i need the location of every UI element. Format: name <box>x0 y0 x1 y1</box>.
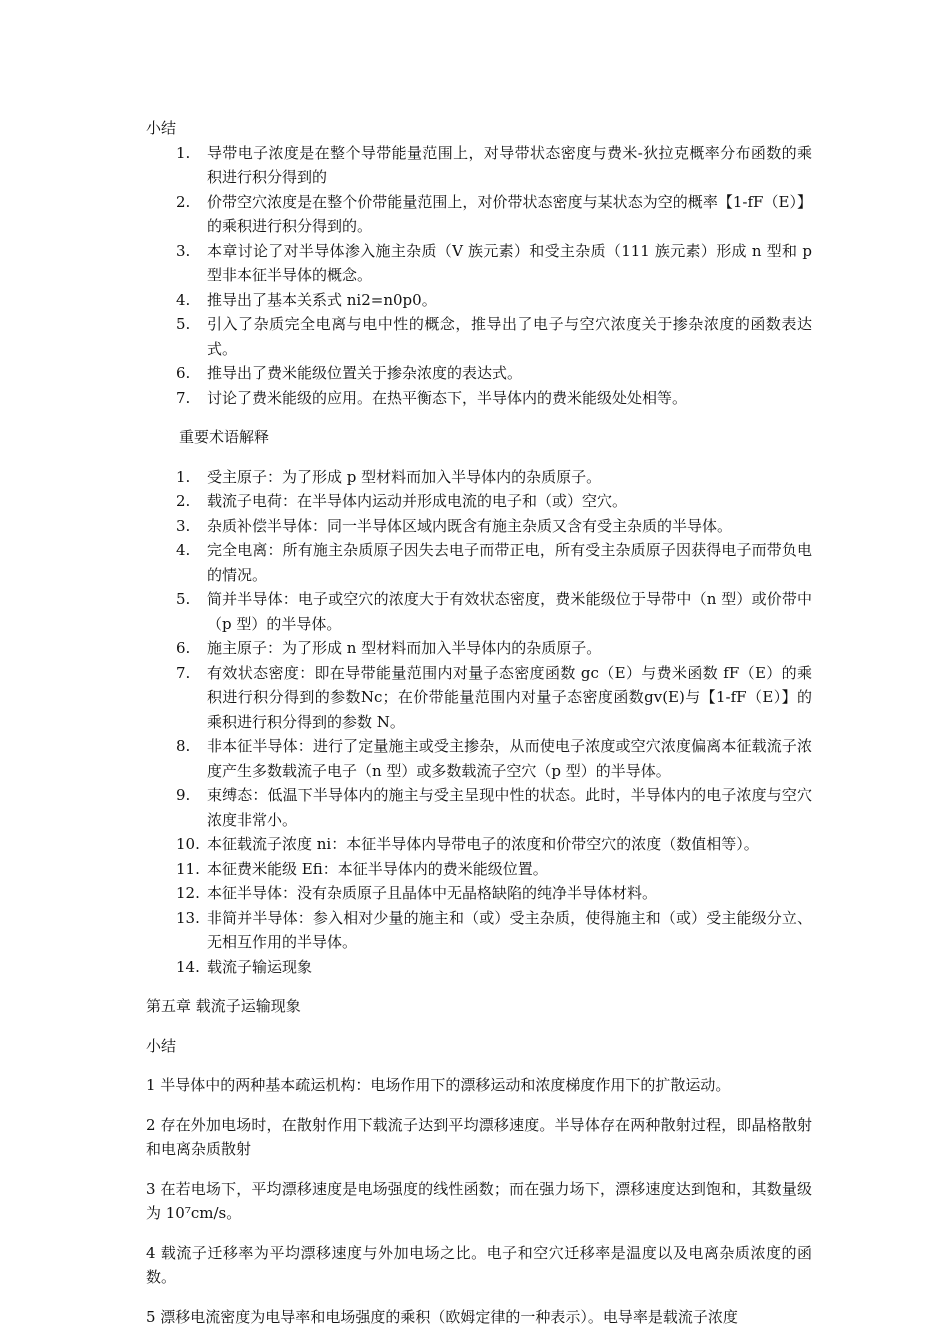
item-text: 简并半导体：电子或空穴的浓度大于有效状态密度，费米能级位于导带中（n 型）或价带中（p 型）的半导体。 <box>207 590 812 633</box>
list-item <box>146 190 812 239</box>
item-number: 2. <box>176 492 191 510</box>
item-number: 5. <box>176 315 191 333</box>
item-text: 本征费米能级 Efi：本征半导体内的费米能级位置。 <box>207 859 548 878</box>
item-text: 本章讨论了对半导体渗入施主杂质（V 族元素）和受主杂质（111 族元素）形成 n 型和 p 型非本征半导体的概念。 <box>207 241 812 284</box>
item-text: 完全电离：所有施主杂质原子因失去电子而带正电，所有受主杂质原子因获得电子而带负电的情况。 <box>207 541 812 584</box>
item-text: 受主原子：为了形成 p 型材料而加入半导体内的杂质原子。 <box>207 467 602 486</box>
item-number: 6. <box>176 364 191 382</box>
summary-paragraph: 5 漂移电流密度为电导率和电场强度的乘积（欧姆定律的一种表示）。电导率是载流子浓度 <box>146 1307 738 1326</box>
item-text: 非本征半导体：进行了定量施主或受主掺杂，从而使电子浓度或空穴浓度偏离本征载流子浓度产生多数载流子电子（n 型）或多数载流子空穴（p 型）的半导体。 <box>207 737 812 780</box>
item-text: 杂质补偿半导体：同一半导体区域内既含有施主杂质又含有受主杂质的半导体。 <box>207 516 733 535</box>
summary-list <box>146 141 812 411</box>
list-item <box>146 312 812 361</box>
item-text: 束缚态：低温下半导体内的施主与受主呈现中性的状态。此时，半导体内的电子浓度与空穴浓度非常小。 <box>207 786 812 829</box>
item-number: 9. <box>176 786 191 804</box>
item-number: 11. <box>176 859 200 878</box>
list-item <box>146 514 812 539</box>
terms-title: 重要术语解释 <box>179 428 270 446</box>
list-item <box>146 538 812 587</box>
terms-list <box>146 465 812 980</box>
item-text: 讨论了费米能级的应用。在热平衡态下，半导体内的费米能级处处相等。 <box>207 388 688 407</box>
item-number: 7. <box>176 388 191 407</box>
list-item <box>146 465 812 490</box>
item-text: 非简并半导体：参入相对少量的施主和（或）受主杂质，使得施主和（或）受主能级分立、无相互作用的半导体。 <box>207 908 812 951</box>
item-number: 4. <box>176 541 191 559</box>
item-text: 本征载流子浓度 ni：本征半导体内导带电子的浓度和价带空穴的浓度（数值相等）。 <box>207 835 759 853</box>
item-text: 引入了杂质完全电离与电中性的概念，推导出了电子与空穴浓度关于掺杂浓度的函数表达式。 <box>207 315 812 358</box>
item-number: 3. <box>176 241 191 260</box>
list-item <box>146 661 812 735</box>
summary-paragraph: 2 存在外加电场时，在散射作用下载流子达到平均漂移速度。半导体存在两种散射过程，即晶格散射和电离杂质散射 <box>146 1115 812 1158</box>
list-item <box>146 734 812 783</box>
item-number: 4. <box>176 290 191 309</box>
item-text: 有效状态密度：即在导带能量范围内对量子态密度函数 gc（E）与费米函数 fF（E）的乘积进行积分得到的参数Nc；在价带能量范围内对量子态密度函数gv(E)与【1-fF（E）】的乘积进行积分得到的参数 N。 <box>207 663 812 731</box>
list-item <box>146 587 812 636</box>
chapter-heading: 第五章 载流子运输现象 <box>146 997 301 1015</box>
summary-paragraph: 3 在若电场下，平均漂移速度是电场强度的线性函数；而在强力场下，漂移速度达到饱和，其数量级为 10⁷cm/s。 <box>146 1179 812 1222</box>
summary-paragraph: 1 半导体中的两种基本疏运机构：电场作用下的漂移运动和浓度梯度作用下的扩散运动。 <box>146 1076 731 1094</box>
item-text: 载流子电荷：在半导体内运动并形成电流的电子和（或）空穴。 <box>207 492 628 510</box>
list-item <box>146 141 812 190</box>
item-text: 载流子输运现象 <box>207 957 313 976</box>
list-item <box>146 636 812 661</box>
list-item <box>146 955 812 980</box>
item-number: 8. <box>176 737 191 755</box>
item-number: 10. <box>176 835 200 853</box>
item-number: 12. <box>176 884 200 902</box>
item-text: 施主原子：为了形成 n 型材料而加入半导体内的杂质原子。 <box>207 639 602 657</box>
list-item <box>146 881 812 906</box>
item-number: 14. <box>176 957 200 976</box>
summary-title: 小结 <box>146 119 177 137</box>
item-number: 13. <box>176 908 200 927</box>
list-item <box>146 386 812 411</box>
item-number: 3. <box>176 516 191 535</box>
list-item <box>146 832 812 857</box>
chapter-summary-title: 小结 <box>146 1036 177 1055</box>
list-item <box>146 489 812 514</box>
list-item <box>146 239 812 288</box>
summary-paragraph: 4 载流子迁移率为平均漂移速度与外加电场之比。电子和空穴迁移率是温度以及电离杂质浓度的函数。 <box>146 1243 812 1286</box>
list-item <box>146 857 812 882</box>
item-number: 5. <box>176 590 191 608</box>
item-text: 本征半导体：没有杂质原子且晶体中无晶格缺陷的纯净半导体材料。 <box>207 884 658 902</box>
item-text: 导带电子浓度是在整个导带能量范围上，对导带状态密度与费米-狄拉克概率分布函数的乘积进行积分得到的 <box>207 143 812 186</box>
item-text: 推导出了基本关系式 ni2=n0p0。 <box>207 290 437 309</box>
item-text: 价带空穴浓度是在整个价带能量范围上，对价带状态密度与某状态为空的概率【1-fF（E）】的乘积进行积分得到的。 <box>207 192 812 235</box>
list-item <box>146 783 812 832</box>
item-number: 2. <box>176 192 191 211</box>
item-number: 1. <box>176 143 191 162</box>
item-number: 7. <box>176 663 191 682</box>
list-item <box>146 361 812 386</box>
list-item <box>146 288 812 313</box>
item-number: 1. <box>176 467 191 486</box>
item-number: 6. <box>176 639 191 657</box>
list-item <box>146 906 812 955</box>
item-text: 推导出了费米能级位置关于掺杂浓度的表达式。 <box>207 364 523 382</box>
